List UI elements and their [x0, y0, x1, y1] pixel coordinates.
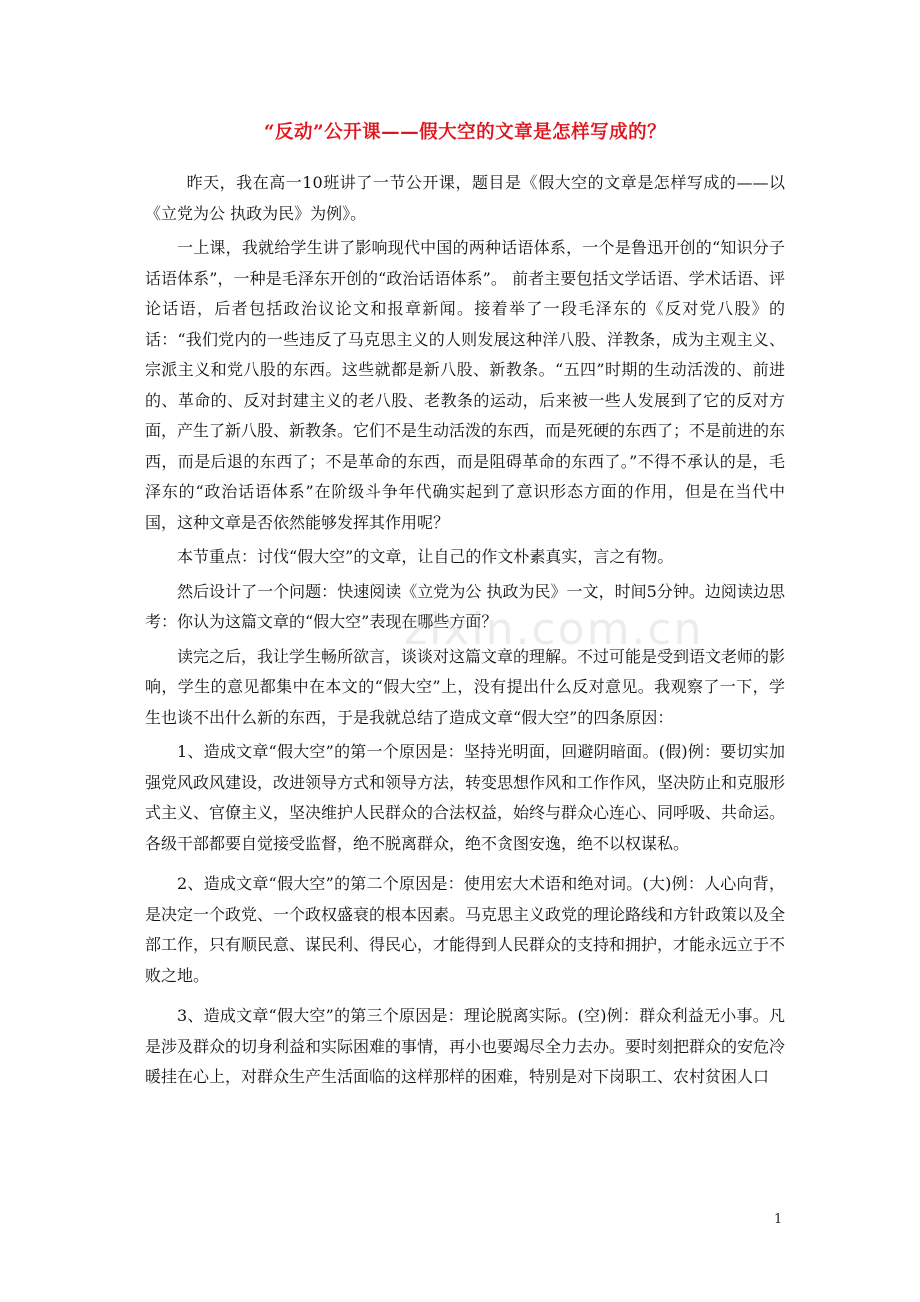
paragraph-discourse-systems: 一上课，我就给学生讲了影响现代中国的两种话语体系，一个是鲁迅开创的“知识分子话语体系”，一种是毛泽东开创的“政治话语体系”。 前者主要包括文学话语、学术话语、评论话语，后者包括政治议论文和报章新闻。接着举了一段毛泽东的《反对党八股》的话：“我们党内的一些违反了马克思主义的人则发展这种洋八股、洋教条，成为主观主义、宗派主义和党八股的东西。这些就都是新八股、新教条。“五四”时期的生动活泼的、前进的、革命的、反对封建主义的老八股、老教条的运动，后来被一些人发展到了它的反对方面，产生了新八股、新教条。它们不是生动活泼的东西，而是死硬的东西了；不是前进的东西，而是后退的东西了；不是革命的东西，而是阻碍革命的东西了。”不得不承认的是，毛泽东的“政治话语体系”在阶级斗争年代确实起到了意识形态方面的作用，但是在当代中国，这种文章是否依然能够发挥其作用呢？	[145, 238, 786, 532]
paragraph-key-point: 本节重点：讨伐“假大空”的文章，让自己的作文朴素真实，言之有物。	[177, 547, 674, 566]
paragraph-question: 然后设计了一个问题：快速阅读《立党为公 执政为民》一文，时间5分钟。边阅读边思考：你认为这篇文章的“假大空”表现在哪些方面？	[145, 581, 785, 631]
page-number: 1	[774, 1212, 783, 1227]
paragraph-reason-2: 2、造成文章“假大空”的第二个原因是：使用宏大术语和绝对词。(大)例：人心向背，是决定一个政党、一个政权盛衰的根本因素。马克思主义政党的理论路线和方针政策以及全部工作，只有顺民意、谋民利、得民心，才能得到人民群众的支持和拥护，才能永远立于不败之地。	[145, 874, 786, 985]
paragraph-reason-1: 1、造成文章“假大空”的第一个原因是：坚持光明面，回避阴暗面。(假)例：要切实加强党风政风建设，改进领导方式和领导方法，转变思想作风和工作作风，坚决防止和克服形式主义、官僚主义，坚决维护人民群众的合法权益，始终与群众心连心、同呼吸、共命运。各级干部都要自觉接受监督，绝不脱离群众，绝不贪图安逸，绝不以权谋私。	[145, 742, 786, 853]
paragraph-intro: 昨天，我在高一10班讲了一节公开课，题目是《假大空的文章是怎样写成的——以《立党为公 执政为民》为例》。	[145, 173, 785, 223]
paragraph-discussion: 读完之后，我让学生畅所欲言，谈谈对这篇文章的理解。不过可能是受到语文老师的影响，学生的意见都集中在本文的“假大空”上，没有提出什么反对意见。我观察了一下，学生也谈不出什么新的东西，于是我就总结了造成文章“假大空”的四条原因：	[145, 646, 786, 727]
paragraph-reason-3: 3、造成文章“假大空”的第三个原因是：理论脱离实际。(空)例：群众利益无小事。凡是涉及群众的切身利益和实际困难的事情，再小也要竭尽全力去办。要时刻把群众的安危冷暖挂在心上，对群众生产生活面临的这样那样的困难，特别是对下岗职工、农村贫困人口	[145, 1006, 786, 1086]
document-title: “反动”公开课——假大空的文章是怎样写成的？	[263, 122, 667, 143]
watermark: zixin.com.cn	[404, 604, 704, 655]
